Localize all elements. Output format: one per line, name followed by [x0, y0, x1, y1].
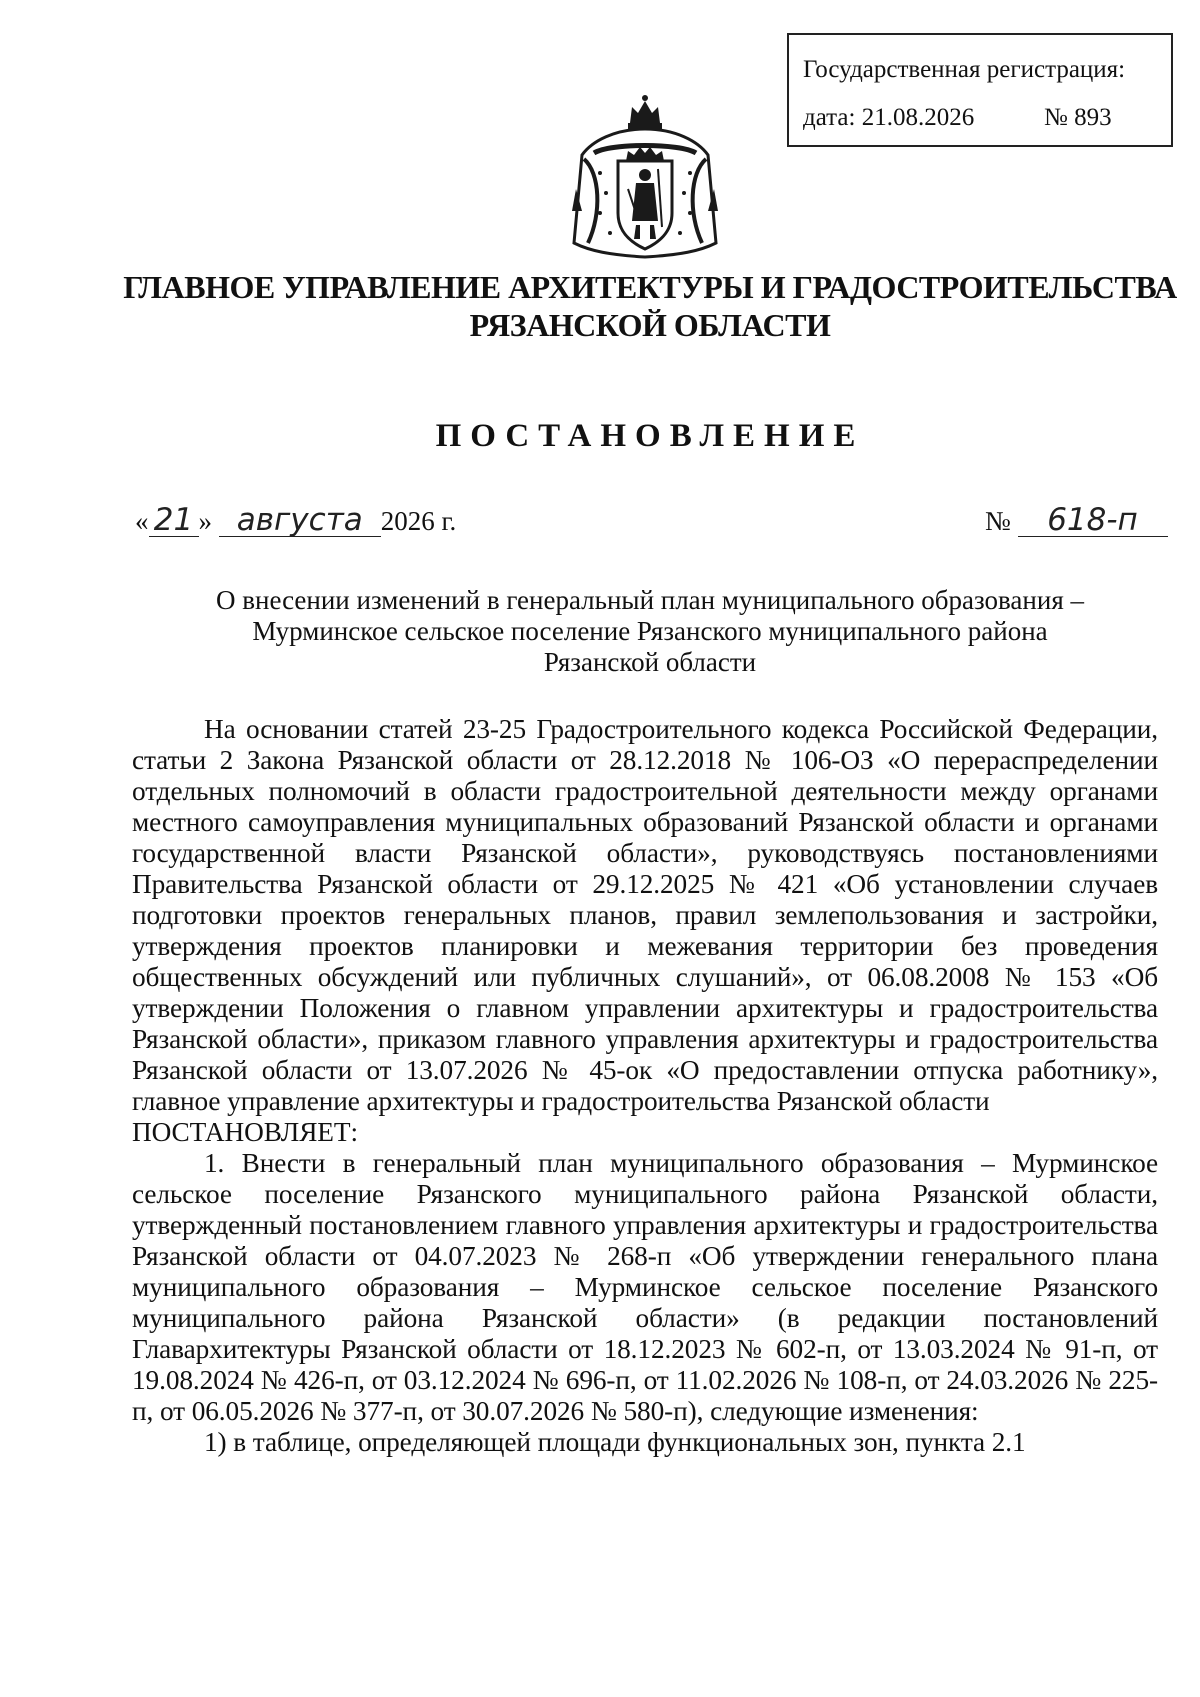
subject-line3: Рязанской области [543, 647, 757, 677]
resolves-heading: ПОСТАНОВЛЯЕТ: [132, 1117, 358, 1147]
number-handwritten: 618-п [1047, 502, 1138, 538]
organization-title-line2: РЯЗАНСКОЙ ОБЛАСТИ [469, 307, 831, 343]
document-number-line [985, 502, 1168, 538]
preamble-paragraph: На основании статей 23-25 Градостроительного кодекса Российской Федерации, статьи 2 Закона Рязанской области от 28.12.2018 № 106-ОЗ «О перераспределении отдельных полномочий в области градостроительной деятельности между органами местного самоуправления муниципальных образований Рязанской области и органами государственной власти Рязанской области», руководствуясь постановлениями Правительства Рязанской области от 29.12.2025 № 421 «Об установлении случаев подготовки проектов генеральных планов, правил землепользования и застройки, утверждения проектов планировки и межевания территории без проведения общественных обсуждений или публичных слушаний», от 06.08.2008 № 153 «Об утверждении Положения о главном управлении архитектуры и градостроительства Рязанской области», приказом главного управления архитектуры и градостроительства Рязанской области от 13.07.2026 № 45-ок «О предоставлении отпуска работнику», главное управление архитектуры и градостроительства Рязанской области [132, 714, 1158, 1116]
subject-line2: Мурминское сельское поселение Рязанского муниципального района [252, 616, 1048, 646]
date-day-handwritten: 21 [153, 502, 194, 538]
date-open-quote: « [135, 506, 149, 536]
item-1-paragraph: 1. Внести в генеральный план муниципального образования – Мурминское сельское поселение Рязанского муниципального района Рязанской области, утвержденный постановлением главного управления архитектуры и градостроительства Рязанской области от 04.07.2023 № 268-п «Об утверждении генерального плана муниципального образования – Мурминское сельское поселение Рязанского муниципального района Рязанской области» (в редакции постановлений Главархитектуры Рязанской области от 18.12.2023 № 602-п, от 13.03.2024 № 91-п, от 19.08.2024 № 426-п, от 03.12.2024 № 696-п, от 11.02.2026 № 108-п, от 24.03.2026 № 225-п, от 06.05.2026 № 377-п, от 30.07.2026 № 580-п), следующие изменения: [132, 1148, 1158, 1426]
document-body [132, 714, 1158, 1458]
date-line [135, 502, 457, 538]
date-close-quote: » [198, 506, 212, 536]
registration-label: Государственная регистрация: [803, 56, 1126, 83]
date-day-field [149, 502, 199, 538]
subject-line1: О внесении изменений в генеральный план муниципального образования – [216, 585, 1084, 615]
coat-of-arms-icon [570, 93, 720, 265]
number-prefix: № [985, 506, 1011, 536]
registration-stamp [787, 33, 1173, 147]
date-month-field [219, 502, 381, 538]
date-year: 2026 г. [380, 506, 457, 536]
organization-title-line1: ГЛАВНОЕ УПРАВЛЕНИЕ АРХИТЕКТУРЫ И ГРАДОСТРОИТЕЛЬСТВА [123, 269, 1177, 305]
number-field [1018, 502, 1168, 538]
registration-number: № 893 [1044, 104, 1112, 131]
date-month-handwritten: августа [236, 502, 363, 538]
document-type-heading: ПОСТАНОВЛЕНИЕ [435, 418, 865, 454]
subitem-1-paragraph: 1) в таблице, определяющей площади функциональных зон, пункта 2.1 [204, 1427, 1026, 1457]
document-subject [150, 585, 1150, 678]
registration-date: дата: 21.08.2026 [803, 104, 975, 131]
